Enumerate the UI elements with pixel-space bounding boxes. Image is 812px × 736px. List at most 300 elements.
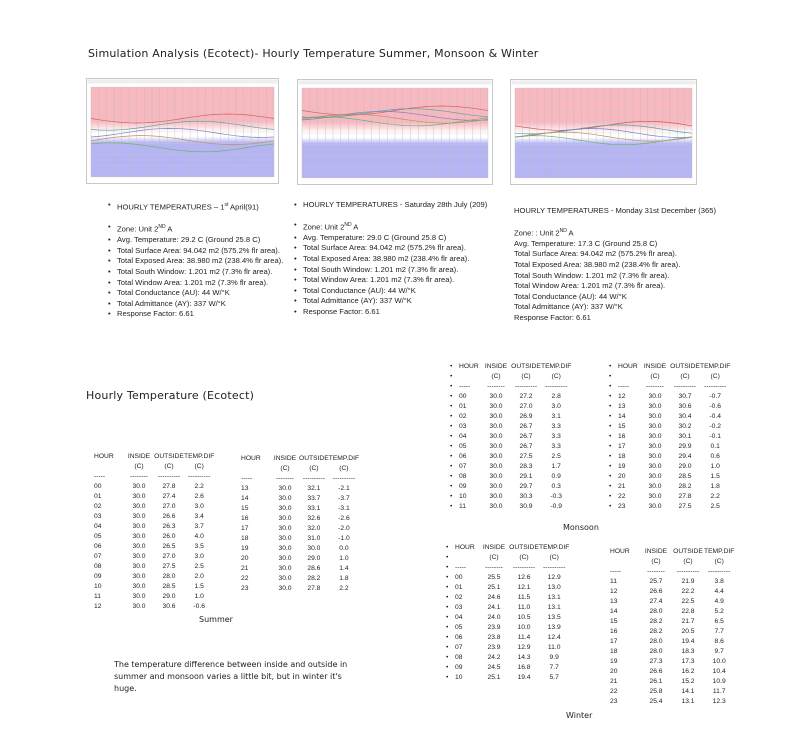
bullet: • <box>446 644 449 651</box>
table-row <box>94 512 214 522</box>
table-cell: 30.0 <box>278 565 292 572</box>
header-cell: TEMP.DIF <box>704 548 735 555</box>
table-cell: 19 <box>241 545 249 552</box>
bullet: • <box>609 493 612 500</box>
table-row <box>94 602 214 612</box>
table-cell: 18 <box>618 453 626 460</box>
table-cell: -0.7 <box>709 393 721 400</box>
table-cell: 7.7 <box>714 628 724 635</box>
table-header-row <box>450 382 571 392</box>
summary-window-area: Total Window Area: 1.201 m2 (7.3% flr area). <box>514 281 666 291</box>
table-cell: 28.0 <box>649 608 663 615</box>
table-cell: 26.5 <box>162 543 176 550</box>
table-header-row <box>94 452 214 462</box>
summary-avg-temp: Avg. Temperature: 17.3 C (Ground 25.8 C) <box>514 238 658 248</box>
table-cell: 27.4 <box>649 598 663 605</box>
table-row <box>450 482 571 492</box>
header-cell: TEMP.DIF <box>541 363 572 370</box>
table-row <box>610 597 734 607</box>
table-header-row <box>609 362 730 372</box>
bullet: • <box>450 473 453 480</box>
bullet: • <box>446 614 449 621</box>
table-cell: 2.2 <box>194 483 204 490</box>
chart-header-strip <box>512 81 696 85</box>
header-cell: -------- <box>646 383 664 390</box>
summary-conductance: • Total Conductance (AU): 44 W/°K <box>294 286 487 297</box>
table-cell: 7.7 <box>549 664 559 671</box>
table-cell: 30.0 <box>278 515 292 522</box>
table-cell: 00 <box>94 483 102 490</box>
table-cell: 30.0 <box>648 413 662 420</box>
table-cell: 23.9 <box>487 644 501 651</box>
table-cell: 30.0 <box>132 563 146 570</box>
table-cell: 20 <box>241 555 249 562</box>
header-cell: HOUR <box>618 363 638 370</box>
summary-conductance: • Total Conductance (AU): 44 W/°K <box>108 288 283 299</box>
table-cell: 3.8 <box>714 578 724 585</box>
table-cell: 30.0 <box>278 545 292 552</box>
table-cell: 32.1 <box>307 485 321 492</box>
header-cell <box>459 372 481 382</box>
caption-winter: Winter <box>566 711 593 720</box>
table-cell: 28.0 <box>162 573 176 580</box>
table-cell: -3.1 <box>338 505 350 512</box>
table-cell: 27.4 <box>162 493 176 500</box>
summary-april <box>108 200 283 320</box>
header-cell: (C) <box>650 373 660 380</box>
table-cell: 30.0 <box>132 553 146 560</box>
table-cell: 29.0 <box>162 593 176 600</box>
table-row <box>609 492 730 502</box>
table-cell: 3.7 <box>194 523 204 530</box>
table-row <box>241 534 359 544</box>
table-cell: 30.0 <box>489 423 503 430</box>
table-row <box>450 392 571 402</box>
table-cell: 30.7 <box>678 393 692 400</box>
table-cell: 25.5 <box>487 574 501 581</box>
summary-july <box>294 200 487 317</box>
table-cell: 33.1 <box>307 505 321 512</box>
table-row <box>94 542 214 552</box>
header-cell: ----- <box>610 568 622 575</box>
bullet: • <box>450 393 453 400</box>
header-cell: (C) <box>549 554 559 561</box>
summary-surface: • Total Surface Area: 94.042 m2 (575.2% flr area). <box>294 243 487 254</box>
table-cell: 11.4 <box>517 634 531 641</box>
bullet: • <box>446 624 449 631</box>
table-cell: 25.4 <box>649 698 663 705</box>
table-row <box>609 452 730 462</box>
summary-exposed: • Total Exposed Area: 38.980 m2 (238.4% flr area). <box>294 254 487 265</box>
table-row <box>609 422 730 432</box>
table-cell: -0.3 <box>550 493 562 500</box>
chart-april <box>86 78 279 184</box>
summary-avg-temp: • Avg. Temperature: 29.2 C (Ground 25.8 C) <box>108 235 283 246</box>
header-cell: (C) <box>194 463 204 470</box>
table-cell: 07 <box>455 644 463 651</box>
table-cell: 26.0 <box>162 533 176 540</box>
table-cell: 27.0 <box>162 553 176 560</box>
table-cell: 10.0 <box>712 658 726 665</box>
table-cell: 30.0 <box>132 523 146 530</box>
table-cell: 3.0 <box>551 403 561 410</box>
header-cell: HOUR <box>610 548 630 555</box>
table-row <box>94 582 214 592</box>
table-cell: 22 <box>610 688 618 695</box>
table-cell: 19 <box>618 463 626 470</box>
table-cell: 03 <box>459 423 467 430</box>
table-cell: 3.0 <box>194 503 204 510</box>
bullet: • <box>450 443 453 450</box>
table-cell: 03 <box>94 513 102 520</box>
table-cell: 10.5 <box>517 614 531 621</box>
summary-response: • Response Factor: 6.61 <box>294 307 487 318</box>
table-cell: 13 <box>618 403 626 410</box>
header-cell <box>610 557 640 567</box>
table-cell: 14 <box>610 608 618 615</box>
table-row <box>450 472 571 482</box>
table-cell: 12.3 <box>712 698 726 705</box>
table-cell: 26.6 <box>162 513 176 520</box>
header-cell: INSIDE <box>644 548 668 555</box>
header-cell: HOUR <box>94 453 114 460</box>
table-cell: 30.0 <box>278 575 292 582</box>
header-cell: INSIDE <box>127 453 151 460</box>
header-cell: ---------- <box>188 473 211 480</box>
table-cell: 22.8 <box>681 608 695 615</box>
summary-window-area: • Total Window Area: 1.201 m2 (7.3% flr area). <box>294 275 487 286</box>
table-cell: 06 <box>94 543 102 550</box>
table-cell: 3.3 <box>551 443 561 450</box>
section-title: Hourly Temperature (Ecotect) <box>86 389 255 402</box>
header-cell: INSIDE <box>273 455 297 462</box>
table-cell: 26.9 <box>519 413 533 420</box>
table-row <box>609 432 730 442</box>
caption-summer: Summer <box>199 615 233 624</box>
header-cell: ---------- <box>708 568 731 575</box>
table-cell: 24.6 <box>487 594 501 601</box>
header-cell: INSIDE <box>482 544 506 551</box>
table-row <box>94 592 214 602</box>
table-cell: 30.0 <box>648 433 662 440</box>
table-row <box>450 492 571 502</box>
header-cell: OUTSIDE <box>670 363 700 370</box>
header-cell <box>618 372 640 382</box>
header-cell: (C) <box>710 373 720 380</box>
table-cell: 30.0 <box>648 463 662 470</box>
table-cell: 30.0 <box>648 403 662 410</box>
table-row <box>94 552 214 562</box>
table-cell: 28.3 <box>519 463 533 470</box>
table-cell: 30.0 <box>648 493 662 500</box>
table-cell: 9.7 <box>714 648 724 655</box>
table-cell: 33.7 <box>307 495 321 502</box>
bullet: • <box>609 473 612 480</box>
chart-december <box>510 79 697 185</box>
table-row <box>450 452 571 462</box>
table-cell: 25.8 <box>649 688 663 695</box>
table-cell: 1.4 <box>339 565 349 572</box>
table-row <box>610 697 734 707</box>
table-row <box>446 633 569 643</box>
table-cell: 4.9 <box>714 598 724 605</box>
table-row <box>610 647 734 657</box>
table-cell: 23.8 <box>487 634 501 641</box>
table-cell: 11 <box>94 593 101 600</box>
table-cell: 27.8 <box>162 483 176 490</box>
header-cell: (C) <box>551 373 561 380</box>
header-cell: -------- <box>485 564 503 571</box>
table-cell: 30.4 <box>678 413 692 420</box>
table-cell: 30.6 <box>678 403 692 410</box>
header-cell: ---------- <box>543 564 566 571</box>
table-row <box>94 482 214 492</box>
table-cell: 27.8 <box>678 493 692 500</box>
table-cell: 30.6 <box>162 603 176 610</box>
table-cell: 30.0 <box>489 473 503 480</box>
table-row <box>450 422 571 432</box>
table-cell: 09 <box>94 573 102 580</box>
table-cell: 18 <box>610 648 618 655</box>
table-cell: 12.4 <box>547 634 561 641</box>
table-row <box>241 554 359 564</box>
bullet: • <box>446 654 449 661</box>
table-cell: 3.0 <box>194 553 204 560</box>
table-cell: 01 <box>94 493 102 500</box>
bullet: • <box>609 483 612 490</box>
header-cell: OUTSIDE <box>299 455 329 462</box>
table-row <box>241 504 359 514</box>
table-row <box>94 492 214 502</box>
table-row <box>450 412 571 422</box>
table-cell: 26.7 <box>519 433 533 440</box>
table-cell: 13 <box>610 598 618 605</box>
table-cell: -0.4 <box>709 413 721 420</box>
table-cell: 22.2 <box>681 588 695 595</box>
header-cell: (C) <box>339 465 349 472</box>
bullet: • <box>609 383 612 390</box>
table-cell: 30.0 <box>648 453 662 460</box>
table-cell: 11 <box>459 503 466 510</box>
table-cell: 30.0 <box>489 413 503 420</box>
page-title: Simulation Analysis (Ecotect)- Hourly Temperature Summer, Monsoon & Winter <box>88 47 539 60</box>
table-row <box>446 593 569 603</box>
table-row <box>446 663 569 673</box>
header-cell: TEMP.DIF <box>184 453 215 460</box>
table-header-row <box>241 474 359 484</box>
table-cell: 30.0 <box>132 583 146 590</box>
table-row <box>446 653 569 663</box>
table-cell: 28.2 <box>649 618 663 625</box>
header-cell: (C) <box>164 463 174 470</box>
table-cell: -1.0 <box>338 535 350 542</box>
table-header-row <box>446 563 569 573</box>
table-row <box>610 687 734 697</box>
table-cell: 30.0 <box>132 533 146 540</box>
summary-admittance: Total Admittance (AY): 337 W/°K <box>514 302 623 312</box>
table-cell: 1.0 <box>194 593 204 600</box>
table-cell: 17.3 <box>681 658 695 665</box>
header-cell: (C) <box>280 465 290 472</box>
table-row <box>94 532 214 542</box>
table-header-row <box>609 382 730 392</box>
summary-admittance: • Total Admittance (AY): 337 W/°K <box>108 299 283 310</box>
table-cell: 30.0 <box>132 603 146 610</box>
table-cell: 30.0 <box>648 483 662 490</box>
table-cell: 17 <box>618 443 626 450</box>
table-row <box>241 564 359 574</box>
header-cell: ---------- <box>332 475 356 482</box>
table-cell: 22.5 <box>681 598 695 605</box>
table-row <box>609 412 730 422</box>
table-cell: 1.7 <box>551 463 561 470</box>
bullet: • <box>609 443 612 450</box>
table-cell: 2.5 <box>710 503 720 510</box>
bullet: • <box>609 463 612 470</box>
bullet: • <box>446 664 449 671</box>
table-row <box>446 623 569 633</box>
table-cell: 26.7 <box>519 423 533 430</box>
header-cell: INSIDE <box>484 363 508 370</box>
table-cell: 30.0 <box>489 483 503 490</box>
header-cell: -------- <box>276 475 294 482</box>
header-cell: -------- <box>487 383 505 390</box>
table-cell: 30.1 <box>678 433 692 440</box>
bullet: • <box>446 634 449 641</box>
table-header-row <box>241 454 359 464</box>
table-cell: 19.4 <box>517 674 531 681</box>
table-cell: 5.2 <box>714 608 724 615</box>
table-cell: 32.6 <box>307 515 321 522</box>
table-cell: 30.0 <box>489 463 503 470</box>
table-row <box>610 637 734 647</box>
table-row <box>610 657 734 667</box>
table-cell: 12.6 <box>517 574 531 581</box>
table-cell: 12.9 <box>547 574 561 581</box>
table-cell: 21 <box>610 678 618 685</box>
summer-table-b <box>241 454 359 594</box>
table-row <box>446 583 569 593</box>
table-cell: 1.0 <box>339 555 349 562</box>
table-cell: 06 <box>455 634 463 641</box>
table-row <box>446 673 569 683</box>
table-cell: 05 <box>459 443 467 450</box>
table-cell: 29.7 <box>519 483 533 490</box>
summary-exposed: • Total Exposed Area: 38.980 m2 (238.4% flr area). <box>108 256 283 267</box>
table-cell: 24.2 <box>487 654 501 661</box>
header-cell: OUTSIDE <box>673 548 703 555</box>
table-cell: 13.0 <box>547 584 561 591</box>
table-cell: 28.2 <box>307 575 321 582</box>
table-cell: 30.0 <box>648 443 662 450</box>
table-row <box>610 607 734 617</box>
table-header-row <box>450 372 571 382</box>
table-cell: 24.5 <box>487 664 501 671</box>
bullet: • <box>450 483 453 490</box>
table-row <box>610 677 734 687</box>
table-row <box>609 482 730 492</box>
table-cell: 26.6 <box>649 668 663 675</box>
summary-south-window: Total South Window: 1.201 m2 (7.3% flr area). <box>514 270 670 280</box>
table-header-row <box>610 547 734 557</box>
table-cell: -0.9 <box>550 503 562 510</box>
table-cell: 14 <box>618 413 626 420</box>
summary-heading: HOURLY TEMPERATURES - Monday 31st December (365) <box>514 206 717 215</box>
table-cell: 05 <box>455 624 463 631</box>
table-cell: 13.1 <box>547 594 561 601</box>
bullet: • <box>450 373 453 380</box>
bullet: • <box>450 503 453 510</box>
table-cell: 16 <box>610 628 618 635</box>
table-cell: 13.9 <box>547 624 561 631</box>
header-cell: OUTSIDE <box>509 544 539 551</box>
table-cell: 26.6 <box>649 588 663 595</box>
table-cell: 31.0 <box>307 535 321 542</box>
table-cell: 29.0 <box>678 463 692 470</box>
bullet: • <box>609 413 612 420</box>
table-cell: 30.0 <box>278 525 292 532</box>
table-cell: 27.2 <box>519 393 533 400</box>
header-cell: ----- <box>94 473 106 480</box>
table-cell: 02 <box>455 594 463 601</box>
table-row <box>610 667 734 677</box>
table-cell: 30.0 <box>307 545 321 552</box>
table-row <box>450 502 571 512</box>
table-cell: 25.7 <box>649 578 663 585</box>
header-cell: HOUR <box>455 544 475 551</box>
table-cell: 16 <box>241 515 249 522</box>
table-row <box>610 587 734 597</box>
table-cell: 23 <box>618 503 626 510</box>
table-cell: 16.8 <box>517 664 531 671</box>
table-cell: -0.6 <box>193 603 205 610</box>
bullet: • <box>609 363 612 370</box>
table-cell: 04 <box>459 433 467 440</box>
bullet: • <box>446 574 449 581</box>
table-cell: 12 <box>610 588 618 595</box>
table-cell: 15 <box>241 505 249 512</box>
table-cell: 30.0 <box>278 485 292 492</box>
bullet: • <box>446 604 449 611</box>
table-header-row <box>241 464 359 474</box>
table-cell: 07 <box>94 553 102 560</box>
bullet: • <box>446 584 449 591</box>
table-cell: 9.9 <box>549 654 559 661</box>
table-row <box>241 524 359 534</box>
table-cell: 2.6 <box>194 493 204 500</box>
monsoon-table-a <box>450 362 571 512</box>
table-cell: 2.5 <box>551 453 561 460</box>
bullet: • <box>450 493 453 500</box>
header-cell: TEMP.DIF <box>700 363 731 370</box>
table-cell: 12.9 <box>517 644 531 651</box>
table-row <box>609 392 730 402</box>
table-cell: 24.0 <box>487 614 501 621</box>
bullet: • <box>450 453 453 460</box>
summary-south-window: • Total South Window: 1.201 m2 (7.3% flr area). <box>108 267 283 278</box>
table-cell: 30.0 <box>132 543 146 550</box>
table-cell: 28.5 <box>678 473 692 480</box>
table-cell: 0.6 <box>710 453 720 460</box>
table-cell: 25.1 <box>487 584 501 591</box>
table-cell: 23.9 <box>487 624 501 631</box>
table-cell: 27.0 <box>162 503 176 510</box>
table-cell: 30.2 <box>678 423 692 430</box>
table-cell: -2.1 <box>338 485 350 492</box>
table-cell: 3.1 <box>551 413 561 420</box>
table-cell: 26.1 <box>649 678 663 685</box>
table-cell: 30.0 <box>132 503 146 510</box>
